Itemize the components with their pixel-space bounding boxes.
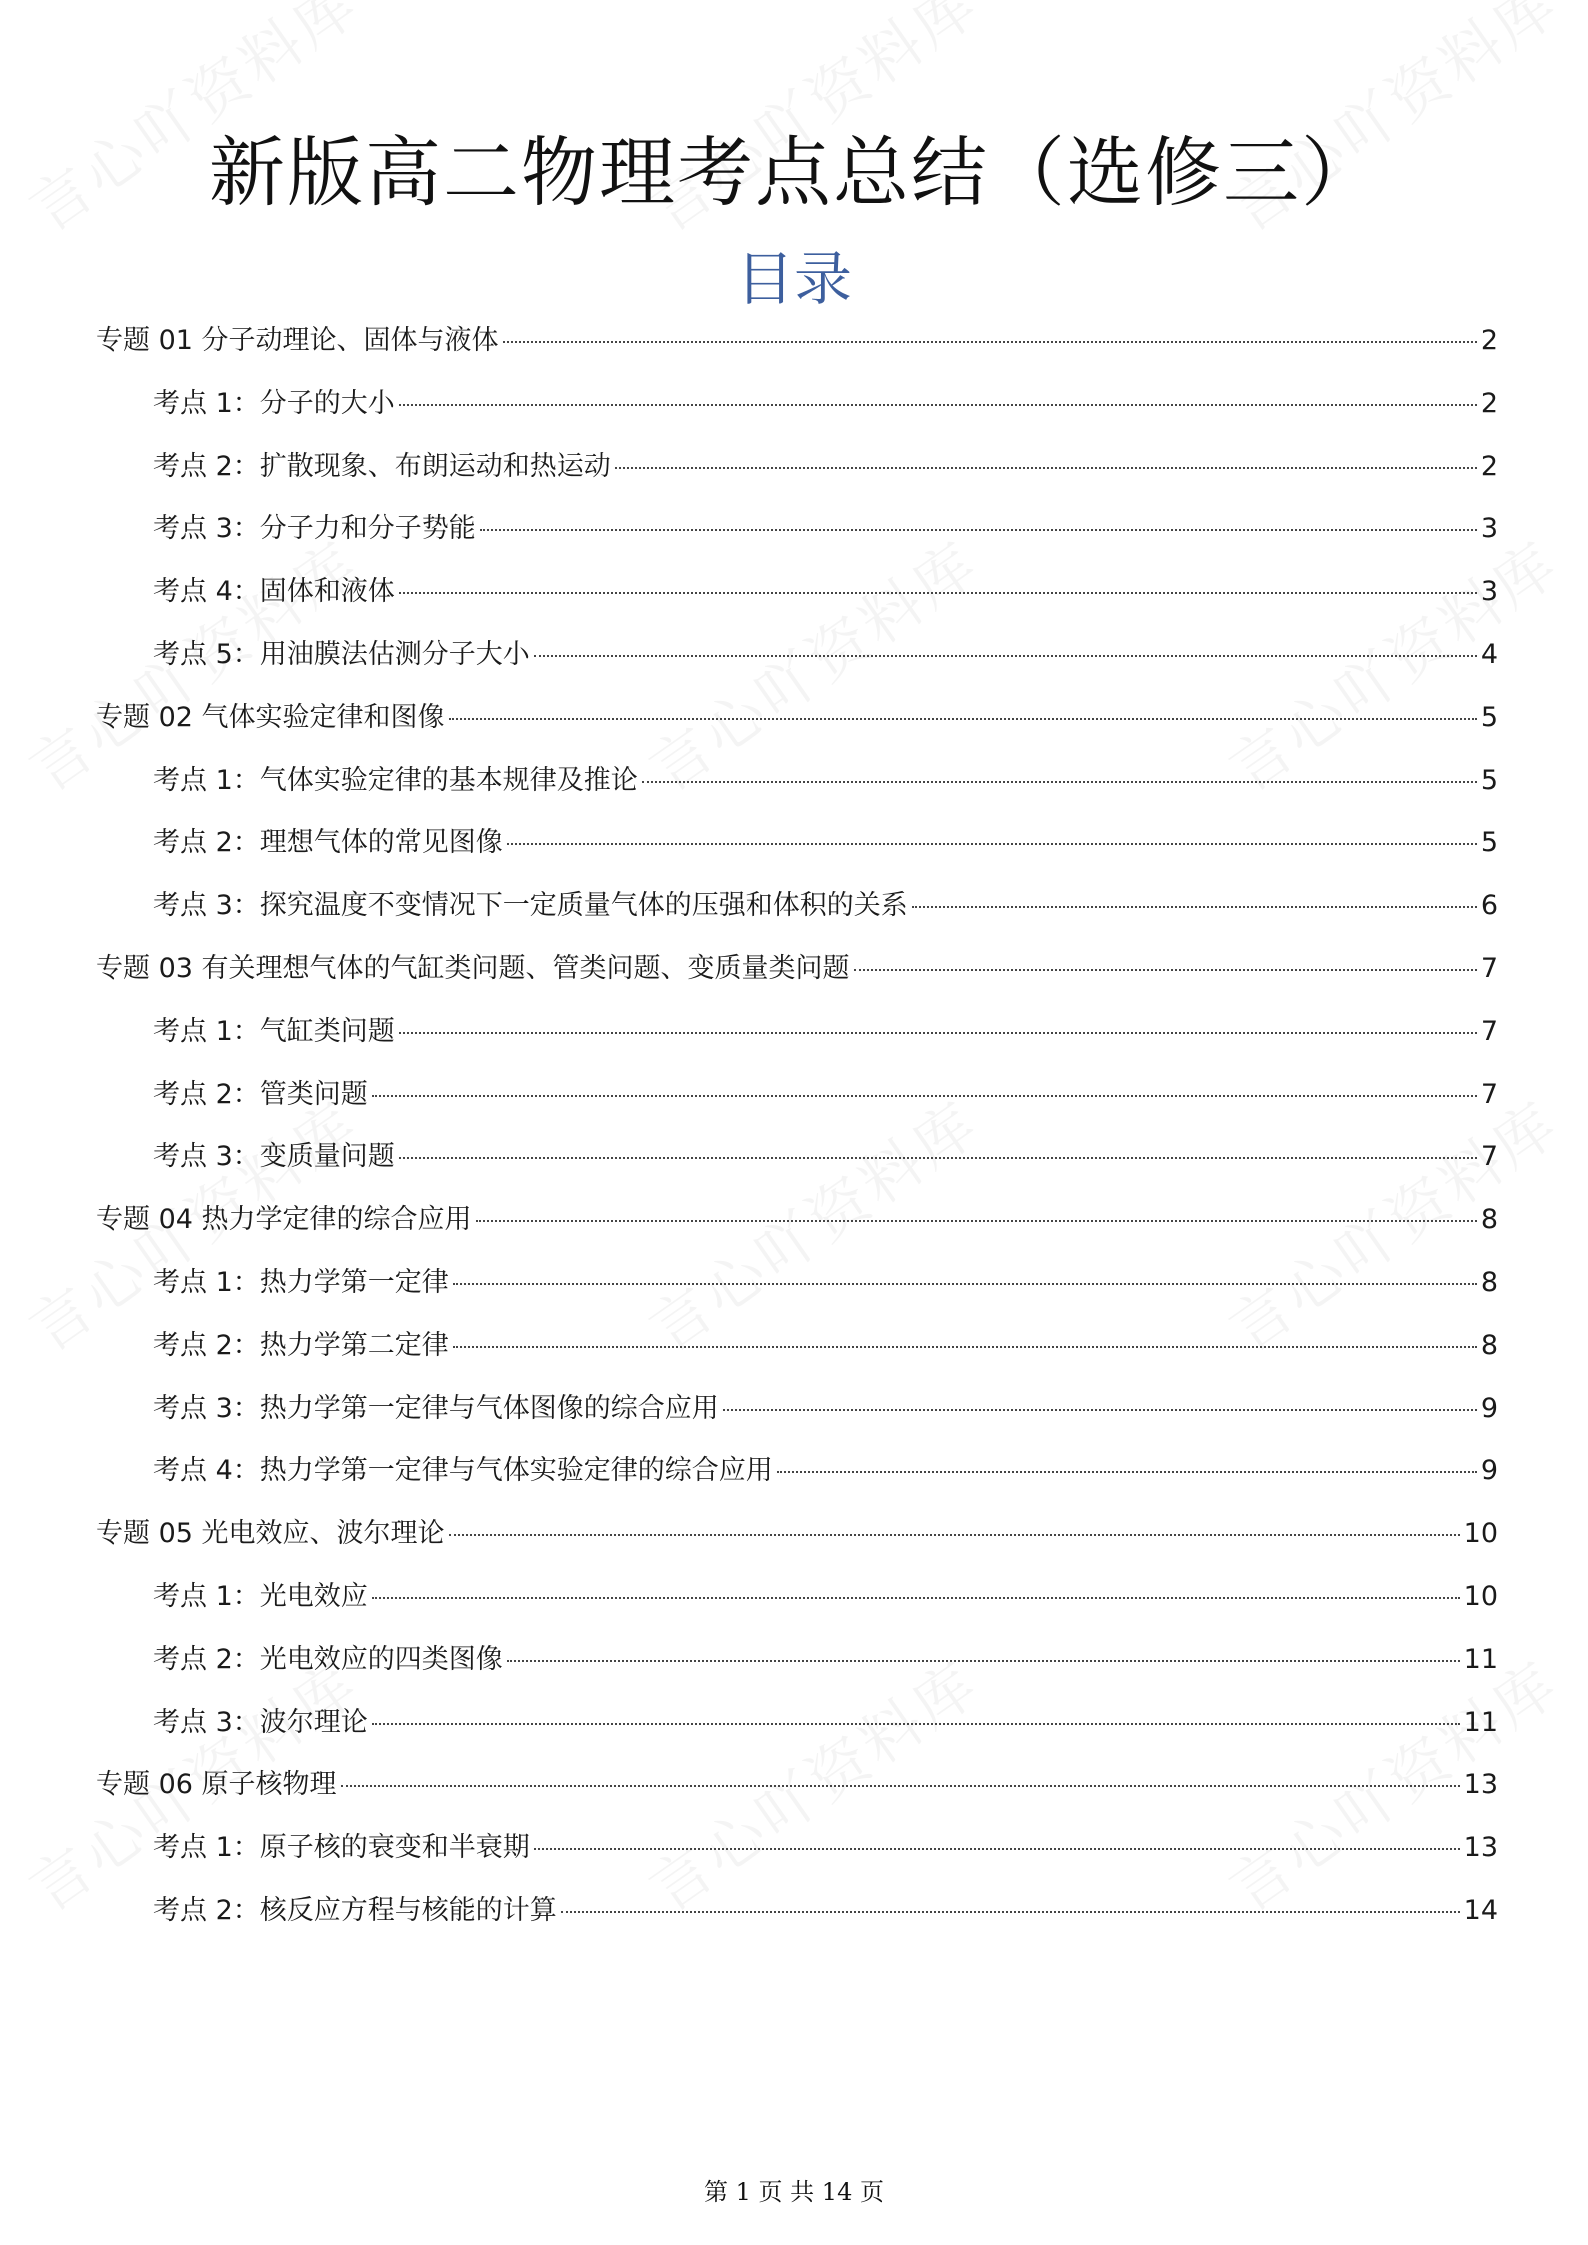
toc-entry-label: 考点 2：光电效应的四类图像 <box>153 1643 503 1675</box>
toc-leader-dots <box>449 718 1477 720</box>
toc-point-entry[interactable] <box>96 885 1498 948</box>
toc-entry-page-number: 11 <box>1463 1643 1498 1675</box>
toc-entry-page-number: 14 <box>1463 1894 1498 1926</box>
toc-leader-dots <box>399 1032 1477 1034</box>
toc-leader-dots <box>449 1534 1460 1536</box>
toc-entry-label: 考点 4：固体和液体 <box>153 576 395 608</box>
toc-entry-page-number: 8 <box>1480 1329 1498 1361</box>
toc-leader-dots <box>503 341 1477 343</box>
toc-entry-page-number: 4 <box>1480 638 1498 670</box>
toc-entry-page-number: 2 <box>1480 450 1498 482</box>
toc-point-entry[interactable] <box>96 1074 1498 1137</box>
toc-leader-dots <box>453 1346 1477 1348</box>
toc-entry-label: 考点 3：变质量问题 <box>153 1141 395 1173</box>
toc-point-entry[interactable] <box>96 760 1498 823</box>
toc-point-entry[interactable] <box>96 571 1498 634</box>
toc-leader-dots <box>561 1911 1460 1913</box>
toc-entry-page-number: 7 <box>1480 1141 1498 1173</box>
toc-entry-page-number: 7 <box>1480 1078 1498 1110</box>
toc-leader-dots <box>723 1409 1477 1411</box>
toc-entry-label: 考点 4：热力学第一定律与气体实验定律的综合应用 <box>153 1455 773 1487</box>
toc-entry-page-number: 7 <box>1480 952 1498 984</box>
toc-entry-label: 考点 1：分子的大小 <box>153 387 395 419</box>
toc-topic-entry[interactable] <box>96 948 1498 1011</box>
toc-point-entry[interactable] <box>96 1890 1498 1953</box>
toc-entry-label: 考点 1：气缸类问题 <box>153 1015 395 1047</box>
toc-point-entry[interactable] <box>96 1827 1498 1890</box>
toc-leader-dots <box>399 1157 1477 1159</box>
toc-point-entry[interactable] <box>96 1325 1498 1388</box>
toc-entry-page-number: 2 <box>1480 387 1498 419</box>
toc-entry-page-number: 9 <box>1480 1392 1498 1424</box>
toc-entry-label: 考点 2：核反应方程与核能的计算 <box>153 1894 557 1926</box>
toc-leader-dots <box>642 781 1477 783</box>
toc-leader-dots <box>912 906 1477 908</box>
toc-entry-page-number: 11 <box>1463 1706 1498 1738</box>
toc-leader-dots <box>480 529 1477 531</box>
toc-point-entry[interactable] <box>96 1450 1498 1513</box>
toc-point-entry[interactable] <box>96 822 1498 885</box>
toc-leader-dots <box>507 1660 1460 1662</box>
toc-entry-label: 专题 04 热力学定律的综合应用 <box>96 1204 472 1236</box>
toc-heading: 目录 <box>735 245 852 313</box>
toc-entry-label: 专题 03 有关理想气体的气缸类问题、管类问题、变质量类问题 <box>96 952 850 984</box>
toc-point-entry[interactable] <box>96 1011 1498 1074</box>
toc-entry-page-number: 7 <box>1480 1015 1498 1047</box>
toc-entry-label: 专题 01 分子动理论、固体与液体 <box>96 325 499 356</box>
toc-leader-dots <box>372 1095 1477 1097</box>
toc-point-entry[interactable] <box>96 508 1498 571</box>
toc-topic-entry[interactable] <box>96 697 1498 760</box>
toc-entry-label: 考点 3：波尔理论 <box>153 1706 368 1738</box>
toc-entry-page-number: 5 <box>1480 701 1498 733</box>
toc-leader-dots <box>507 843 1477 845</box>
toc-entry-label: 考点 1：气体实验定律的基本规律及推论 <box>153 764 638 796</box>
toc-entry-label: 考点 1：光电效应 <box>153 1580 368 1612</box>
toc-entry-page-number: 9 <box>1480 1455 1498 1487</box>
toc-entry-label: 考点 5：用油膜法估测分子大小 <box>153 638 530 670</box>
toc-leader-dots <box>777 1471 1477 1473</box>
toc-leader-dots <box>615 467 1477 469</box>
toc-leader-dots <box>372 1597 1460 1599</box>
page-footer: 第 1 页 共 14 页 <box>704 2178 884 2206</box>
toc-entry-page-number: 10 <box>1463 1518 1498 1550</box>
toc-point-entry[interactable] <box>96 634 1498 697</box>
toc-point-entry[interactable] <box>96 1388 1498 1451</box>
toc-leader-dots <box>534 655 1477 657</box>
toc-entry-label: 考点 2：扩散现象、布朗运动和热运动 <box>153 450 611 482</box>
toc-entry-label: 考点 1：热力学第一定律 <box>153 1266 449 1298</box>
toc-leader-dots <box>476 1220 1477 1222</box>
toc-entry-page-number: 13 <box>1463 1769 1498 1801</box>
toc-entry-page-number: 2 <box>1480 325 1498 356</box>
toc-entry-page-number: 8 <box>1480 1204 1498 1236</box>
toc-entry-label: 考点 2：热力学第二定律 <box>153 1329 449 1361</box>
toc-entry-label: 专题 05 光电效应、波尔理论 <box>96 1518 445 1550</box>
toc-leader-dots <box>453 1283 1477 1285</box>
toc-point-entry[interactable] <box>96 1262 1498 1325</box>
table-of-contents <box>96 320 1498 1953</box>
toc-entry-page-number: 5 <box>1480 827 1498 859</box>
toc-point-entry[interactable] <box>96 1702 1498 1765</box>
document-title: 新版高二物理考点总结（选修三） <box>209 128 1379 217</box>
toc-leader-dots <box>372 1723 1460 1725</box>
toc-leader-dots <box>854 969 1477 971</box>
toc-topic-entry[interactable] <box>96 320 1498 383</box>
toc-leader-dots <box>399 592 1477 594</box>
toc-entry-page-number: 5 <box>1480 764 1498 796</box>
toc-entry-label: 考点 3：探究温度不变情况下一定质量气体的压强和体积的关系 <box>153 890 908 922</box>
toc-entry-page-number: 6 <box>1480 890 1498 922</box>
toc-entry-label: 考点 2：理想气体的常见图像 <box>153 827 503 859</box>
toc-entry-label: 专题 06 原子核物理 <box>96 1769 337 1801</box>
toc-entry-page-number: 10 <box>1463 1580 1498 1612</box>
toc-point-entry[interactable] <box>96 1576 1498 1639</box>
toc-entry-page-number: 3 <box>1480 513 1498 545</box>
toc-leader-dots <box>341 1785 1460 1787</box>
toc-topic-entry[interactable] <box>96 1513 1498 1576</box>
toc-leader-dots <box>534 1848 1460 1850</box>
toc-entry-label: 考点 3：分子力和分子势能 <box>153 513 476 545</box>
toc-entry-page-number: 13 <box>1463 1832 1498 1864</box>
toc-entry-label: 考点 1：原子核的衰变和半衰期 <box>153 1832 530 1864</box>
toc-entry-page-number: 8 <box>1480 1266 1498 1298</box>
toc-point-entry[interactable] <box>96 1639 1498 1702</box>
toc-topic-entry[interactable] <box>96 1199 1498 1262</box>
toc-entry-page-number: 3 <box>1480 576 1498 608</box>
toc-entry-label: 专题 02 气体实验定律和图像 <box>96 701 445 733</box>
toc-topic-entry[interactable] <box>96 1764 1498 1827</box>
toc-point-entry[interactable] <box>96 1136 1498 1199</box>
toc-entry-label: 考点 3：热力学第一定律与气体图像的综合应用 <box>153 1392 719 1424</box>
toc-entry-label: 考点 2：管类问题 <box>153 1078 368 1110</box>
toc-leader-dots <box>399 404 1477 406</box>
toc-point-entry[interactable] <box>96 383 1498 446</box>
toc-point-entry[interactable] <box>96 446 1498 509</box>
